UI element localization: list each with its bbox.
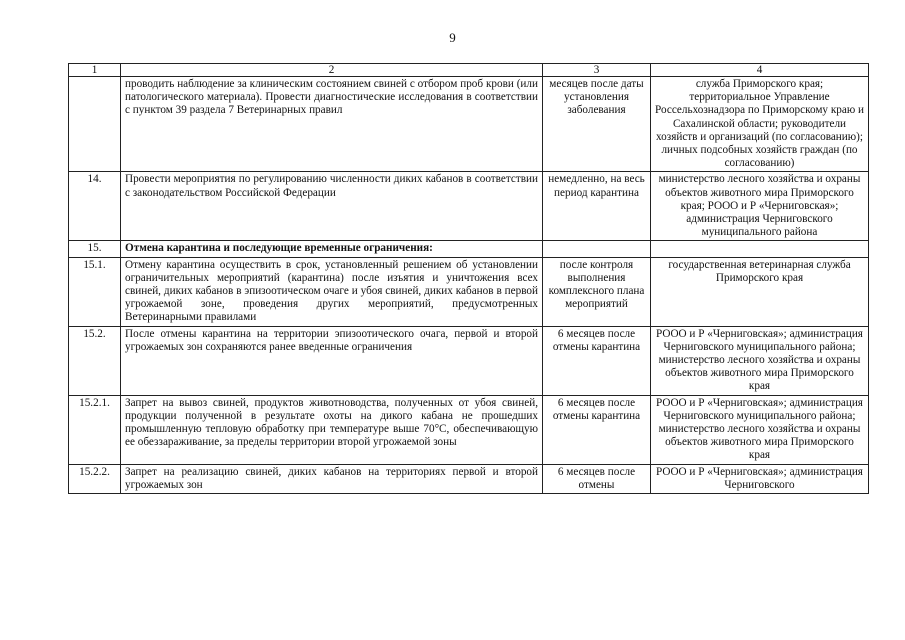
section-row bbox=[69, 241, 869, 257]
measure-responsible: РООО и Р «Черниговская»; администрация Черниговского муниципального района; министерство лесного хозяйства и охраны объектов животного мира Приморского края bbox=[651, 326, 869, 395]
column-header: 1 bbox=[69, 64, 121, 77]
measure-term bbox=[543, 241, 651, 257]
table-row bbox=[69, 326, 869, 395]
measure-text: Запрет на реализацию свиней, диких кабанов на территориях первой и второй угрожаемых зон bbox=[121, 464, 543, 493]
measure-responsible bbox=[651, 241, 869, 257]
table-row bbox=[69, 464, 869, 493]
column-header: 2 bbox=[121, 64, 543, 77]
measure-responsible: РООО и Р «Черниговская»; администрация Черниговского муниципального района; министерство лесного хозяйства и охраны объектов животного мира Приморского края bbox=[651, 395, 869, 464]
measure-responsible: РООО и Р «Черниговская»; администрация Черниговского bbox=[651, 464, 869, 493]
table-row bbox=[69, 395, 869, 464]
measure-responsible: министерство лесного хозяйства и охраны объектов животного мира Приморского края; РООО и Р «Черниговская»; администрация Черниговского муниципального района bbox=[651, 172, 869, 241]
measure-text: Отмену карантина осуществить в срок, установленный решением об установлении ограничительных мероприятий (карантина) после изъятия и уничтожения всех свиней, диких кабанов в эпизоотическом очаге и убоя свиней, диких кабанов в первой угрожаемой зоне, проведения других мероприятий, предусмотренных Ветеринарными правилами bbox=[121, 257, 543, 326]
column-header: 4 bbox=[651, 64, 869, 77]
measure-term: 6 месяцев после отмены карантина bbox=[543, 326, 651, 395]
column-header: 3 bbox=[543, 64, 651, 77]
measures-table bbox=[68, 63, 869, 494]
row-number: 15. bbox=[69, 241, 121, 257]
table-row bbox=[69, 172, 869, 241]
table-header-row bbox=[69, 64, 869, 77]
row-number bbox=[69, 77, 121, 172]
measure-text: Запрет на вывоз свиней, продуктов животноводства, полученных от убоя свиней, продукции полученной в результате охоты на дикого кабана не прошедших промышленную тепловую обработку при температуре выше 70°С, обеспечивающую ее обеззараживание, за пределы территории второй угрожаемой зоны bbox=[121, 395, 543, 464]
measure-term: месяцев после даты установления заболевания bbox=[543, 77, 651, 172]
row-number: 15.1. bbox=[69, 257, 121, 326]
measure-text: проводить наблюдение за клиническим состоянием свиней с отбором проб крови (или патологического материала). Провести диагностические исследования в соответствии с пунктом 39 раздела 7 Ветеринарных правил bbox=[121, 77, 543, 172]
measure-text: После отмены карантина на территории эпизоотического очага, первой и второй угрожаемых зон сохраняются ранее введенные ограничения bbox=[121, 326, 543, 395]
table-row bbox=[69, 257, 869, 326]
measure-responsible: государственная ветеринарная служба Приморского края bbox=[651, 257, 869, 326]
measure-term: 6 месяцев после отмены карантина bbox=[543, 395, 651, 464]
row-number: 15.2.1. bbox=[69, 395, 121, 464]
table-row bbox=[69, 77, 869, 172]
measure-term: после контроля выполнения комплексного плана мероприятий bbox=[543, 257, 651, 326]
row-number: 15.2.2. bbox=[69, 464, 121, 493]
measure-responsible: служба Приморского края; территориальное Управление Россельхознадзора по Приморскому краю и Сахалинской области; руководители хозяйств и организаций (по согласованию); личных подсобных хозяйств граждан (по согласованию) bbox=[651, 77, 869, 172]
section-title: Отмена карантина и последующие временные ограничения: bbox=[121, 241, 543, 257]
measure-text: Провести мероприятия по регулированию численности диких кабанов в соответствии с законодательством Российской Федерации bbox=[121, 172, 543, 241]
row-number: 14. bbox=[69, 172, 121, 241]
page-number: 9 bbox=[449, 30, 456, 45]
row-number: 15.2. bbox=[69, 326, 121, 395]
measure-term: 6 месяцев после отмены bbox=[543, 464, 651, 493]
measure-term: немедленно, на весь период карантина bbox=[543, 172, 651, 241]
